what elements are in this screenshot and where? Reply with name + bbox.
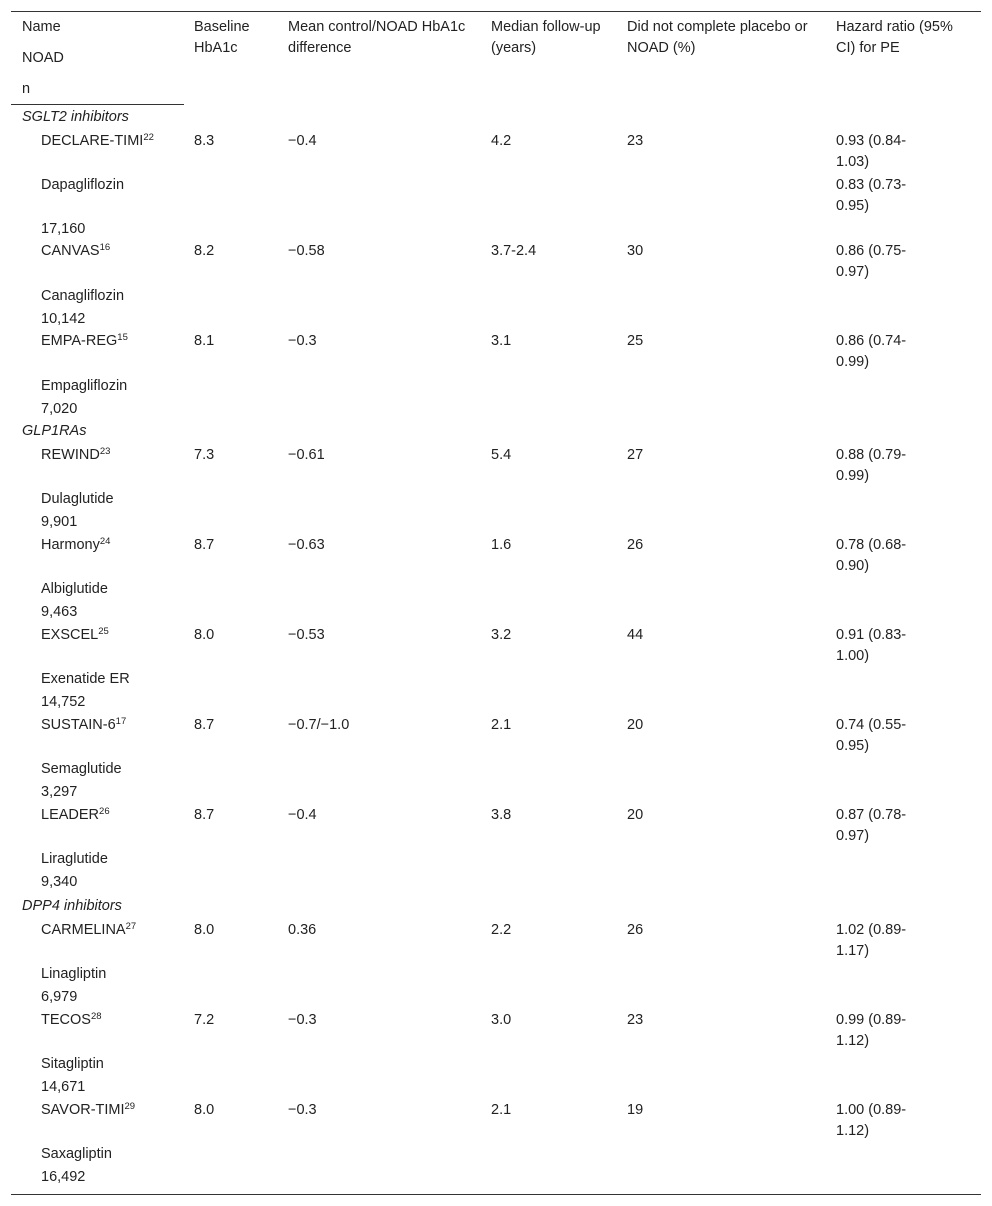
drug-name: Albiglutide — [41, 581, 108, 597]
median-followup: 3.1 — [491, 333, 512, 349]
sample-size: 9,340 — [41, 874, 78, 890]
median-followup: 3.7-2.4 — [491, 243, 537, 259]
trial-name: CANVAS$^{16}$ — [41, 242, 111, 259]
drug-name: Exenatide ER — [41, 671, 130, 687]
mean-difference: −0.4 — [288, 133, 317, 149]
sample-size: 6,979 — [41, 989, 78, 1005]
not-complete-pct: 23 — [627, 1012, 644, 1028]
drug-name: Sitagliptin — [41, 1056, 104, 1072]
not-complete-pct: 44 — [627, 627, 644, 643]
hazard-ratio: 1.00 (0.89-1.12) — [836, 1102, 907, 1139]
hazard-ratio: 0.99 (0.89-1.12) — [836, 1012, 907, 1049]
trial-name: EMPA-REG$^{15}$ — [41, 332, 128, 349]
mean-difference: −0.61 — [288, 447, 325, 463]
table-top-rule — [11, 11, 981, 12]
not-complete-pct: 20 — [627, 807, 644, 823]
sample-size: 7,020 — [41, 401, 78, 417]
hazard-ratio: 0.91 (0.83-1.00) — [836, 627, 907, 664]
trial-name: REWIND$^{23}$ — [41, 446, 111, 463]
mean-difference: −0.63 — [288, 537, 325, 553]
mean-difference: −0.53 — [288, 627, 325, 643]
not-complete-pct: 30 — [627, 243, 644, 259]
mean-difference: −0.3 — [288, 1102, 317, 1118]
header-followup: Median follow-up (years) — [491, 19, 601, 56]
drug-name: Empagliflozin — [41, 378, 128, 394]
hazard-ratio: 0.86 (0.75-0.97) — [836, 243, 907, 280]
trial-name: Harmony$^{24}$ — [41, 536, 111, 553]
not-complete-pct: 26 — [627, 537, 644, 553]
not-complete-pct: 19 — [627, 1102, 644, 1118]
header-noad: NOAD — [22, 50, 64, 66]
hazard-ratio: 0.78 (0.68-0.90) — [836, 537, 907, 574]
sample-size: 16,492 — [41, 1169, 86, 1185]
sample-size: 9,901 — [41, 514, 78, 530]
sample-size: 10,142 — [41, 311, 86, 327]
trial-name: DECLARE-TIMI$^{22}$ — [41, 132, 154, 149]
hazard-ratio: 0.74 (0.55-0.95) — [836, 717, 907, 754]
median-followup: 2.1 — [491, 1102, 512, 1118]
trial-name: LEADER$^{26}$ — [41, 806, 110, 823]
name-column-rule — [11, 104, 184, 105]
median-followup: 5.4 — [491, 447, 512, 463]
mean-difference: −0.4 — [288, 807, 317, 823]
header-not-complete: Did not complete placebo or NOAD (%) — [627, 19, 808, 56]
header-name: Name — [22, 19, 61, 35]
table-bottom-rule — [11, 1194, 981, 1195]
category-glp1: GLP1RAs — [22, 423, 87, 439]
drug-name: Canagliflozin — [41, 288, 125, 304]
category-dpp4: DPP4 inhibitors — [22, 898, 122, 914]
not-complete-pct: 27 — [627, 447, 644, 463]
drug-name: Liraglutide — [41, 851, 108, 867]
trial-name: EXSCEL$^{25}$ — [41, 626, 109, 643]
hazard-ratio: 0.86 (0.74-0.99) — [836, 333, 907, 370]
drug-name: Semaglutide — [41, 761, 122, 777]
sample-size: 17,160 — [41, 221, 86, 237]
baseline-hba1c: 7.2 — [194, 1012, 215, 1028]
hazard-ratio: 0.88 (0.79-0.99) — [836, 447, 907, 484]
not-complete-pct: 20 — [627, 717, 644, 733]
category-sglt2: SGLT2 inhibitors — [22, 109, 129, 125]
hazard-ratio: 0.93 (0.84-1.03) — [836, 133, 907, 170]
trial-name: SUSTAIN-$6^{17}$ — [41, 716, 127, 733]
hazard-ratio: 0.83 (0.73-0.95) — [836, 177, 907, 214]
baseline-hba1c: 8.0 — [194, 627, 215, 643]
not-complete-pct: 25 — [627, 333, 644, 349]
sample-size: 9,463 — [41, 604, 78, 620]
baseline-hba1c: 8.3 — [194, 133, 215, 149]
baseline-hba1c: 7.3 — [194, 447, 215, 463]
baseline-hba1c: 8.2 — [194, 243, 215, 259]
sample-size: 14,752 — [41, 694, 86, 710]
trial-name: CARMELINA$^{27}$ — [41, 921, 137, 938]
not-complete-pct: 26 — [627, 922, 644, 938]
not-complete-pct: 23 — [627, 133, 644, 149]
median-followup: 2.1 — [491, 717, 512, 733]
mean-difference: −0.58 — [288, 243, 325, 259]
drug-name: Linagliptin — [41, 966, 107, 982]
header-mean-diff: Mean control/NOAD HbA1c difference — [288, 19, 466, 56]
baseline-hba1c: 8.0 — [194, 922, 215, 938]
trial-name: TECOS$^{28}$ — [41, 1011, 102, 1028]
trial-name: SAVOR-TIMI$^{29}$ — [41, 1101, 136, 1118]
mean-difference: −0.3 — [288, 1012, 317, 1028]
sample-size: 14,671 — [41, 1079, 86, 1095]
header-hazard: Hazard ratio (95% CI) for PE — [836, 19, 953, 56]
baseline-hba1c: 8.7 — [194, 537, 215, 553]
sample-size: 3,297 — [41, 784, 78, 800]
baseline-hba1c: 8.0 — [194, 1102, 215, 1118]
drug-name: Dapagliflozin — [41, 177, 125, 193]
header-baseline: Baseline HbA1c — [194, 19, 250, 56]
median-followup: 1.6 — [491, 537, 512, 553]
median-followup: 4.2 — [491, 133, 512, 149]
median-followup: 3.2 — [491, 627, 512, 643]
hazard-ratio: 1.02 (0.89-1.17) — [836, 922, 907, 959]
mean-difference: −0.3 — [288, 333, 317, 349]
median-followup: 3.8 — [491, 807, 512, 823]
drug-name: Dulaglutide — [41, 491, 114, 507]
mean-difference: −0.7/−1.0 — [288, 717, 350, 733]
baseline-hba1c: 8.7 — [194, 807, 215, 823]
baseline-hba1c: 8.1 — [194, 333, 215, 349]
drug-name: Saxagliptin — [41, 1146, 112, 1162]
median-followup: 3.0 — [491, 1012, 512, 1028]
median-followup: 2.2 — [491, 922, 512, 938]
baseline-hba1c: 8.7 — [194, 717, 215, 733]
mean-difference: 0.36 — [288, 922, 317, 938]
header-n: n — [22, 81, 31, 97]
hazard-ratio: 0.87 (0.78-0.97) — [836, 807, 907, 844]
